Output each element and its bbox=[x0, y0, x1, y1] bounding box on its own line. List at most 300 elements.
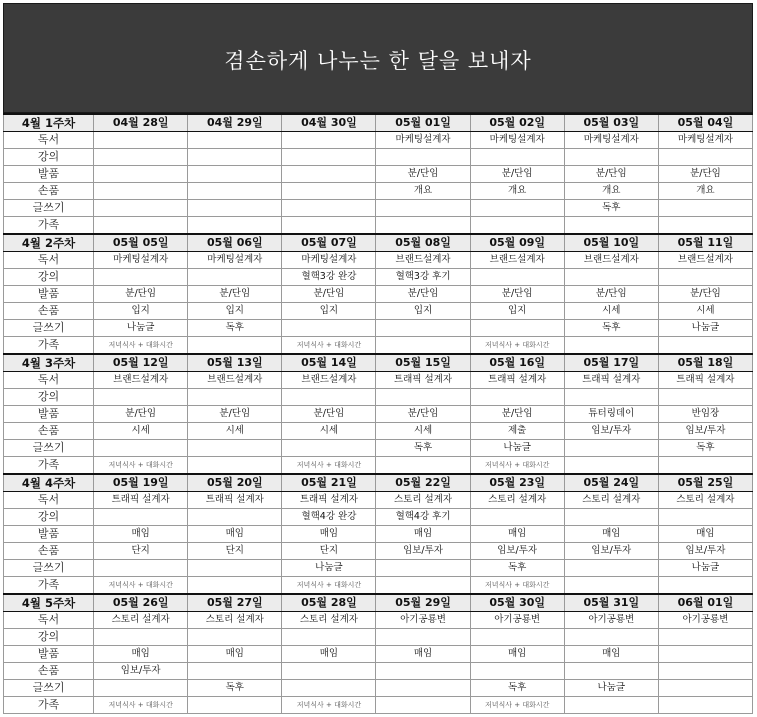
schedule-cell[interactable] bbox=[658, 389, 752, 406]
schedule-cell[interactable]: 아기공룡변 bbox=[470, 612, 564, 629]
schedule-cell[interactable]: 저녁식사 + 대화시간 bbox=[94, 337, 188, 355]
schedule-cell[interactable]: 분/단임 bbox=[564, 166, 658, 183]
schedule-row bbox=[4, 680, 753, 697]
schedule-cell[interactable]: 독후 bbox=[188, 680, 282, 697]
schedule-cell[interactable]: 스토리 설계자 bbox=[564, 492, 658, 509]
schedule-cell[interactable] bbox=[376, 663, 470, 680]
schedule-cell[interactable] bbox=[376, 149, 470, 166]
schedule-cell[interactable] bbox=[376, 337, 470, 355]
schedule-cell[interactable]: 저녁식사 + 대화시간 bbox=[282, 697, 376, 714]
schedule-cell[interactable] bbox=[282, 166, 376, 183]
schedule-cell[interactable]: 저녁식사 + 대화시간 bbox=[94, 577, 188, 595]
schedule-cell[interactable] bbox=[564, 217, 658, 235]
schedule-cell[interactable]: 독후 bbox=[564, 200, 658, 217]
schedule-cell[interactable]: 입지 bbox=[188, 303, 282, 320]
schedule-cell[interactable] bbox=[376, 320, 470, 337]
schedule-cell[interactable] bbox=[94, 629, 188, 646]
schedule-cell[interactable]: 브랜드설계자 bbox=[282, 372, 376, 389]
schedule-cell[interactable]: 분/단임 bbox=[188, 286, 282, 303]
date-header-cell[interactable]: 05월 04일 bbox=[658, 114, 752, 132]
schedule-cell[interactable] bbox=[188, 217, 282, 235]
schedule-cell[interactable]: 독후 bbox=[564, 320, 658, 337]
schedule-cell[interactable]: 분/단임 bbox=[376, 406, 470, 423]
schedule-cell[interactable]: 브랜드설계자 bbox=[658, 252, 752, 269]
schedule-cell[interactable] bbox=[188, 440, 282, 457]
schedule-cell[interactable] bbox=[470, 509, 564, 526]
schedule-cell[interactable] bbox=[564, 697, 658, 714]
schedule-cell[interactable]: 나눔글 bbox=[470, 440, 564, 457]
date-header-cell[interactable]: 04월 28일 bbox=[94, 114, 188, 132]
schedule-cell[interactable] bbox=[94, 217, 188, 235]
row-category-label[interactable]: 독서 bbox=[4, 372, 94, 389]
schedule-cell[interactable]: 독후 bbox=[658, 440, 752, 457]
schedule-cell[interactable] bbox=[94, 440, 188, 457]
row-category-label[interactable]: 가족 bbox=[4, 457, 94, 475]
schedule-cell[interactable]: 개요 bbox=[564, 183, 658, 200]
schedule-cell[interactable] bbox=[376, 577, 470, 595]
schedule-row bbox=[4, 269, 753, 286]
schedule-cell[interactable] bbox=[188, 457, 282, 475]
schedule-cell[interactable] bbox=[470, 269, 564, 286]
schedule-cell[interactable]: 브랜드설계자 bbox=[94, 372, 188, 389]
schedule-cell[interactable]: 나눔글 bbox=[658, 320, 752, 337]
date-header-cell[interactable]: 04월 29일 bbox=[188, 114, 282, 132]
row-category-label[interactable]: 가족 bbox=[4, 697, 94, 714]
schedule-cell[interactable]: 브랜드설계자 bbox=[376, 252, 470, 269]
schedule-cell[interactable]: 분/단임 bbox=[376, 166, 470, 183]
row-category-label[interactable]: 발품 bbox=[4, 166, 94, 183]
date-header-cell[interactable]: 05월 24일 bbox=[564, 474, 658, 492]
schedule-cell[interactable]: 브랜드설계자 bbox=[564, 252, 658, 269]
schedule-cell[interactable]: 마케팅설계자 bbox=[282, 252, 376, 269]
schedule-cell[interactable]: 마케팅설계자 bbox=[470, 132, 564, 149]
schedule-cell[interactable]: 분/단임 bbox=[470, 406, 564, 423]
row-category-label[interactable]: 발품 bbox=[4, 286, 94, 303]
schedule-cell[interactable]: 단지 bbox=[282, 543, 376, 560]
row-category-label[interactable]: 손품 bbox=[4, 663, 94, 680]
schedule-cell[interactable]: 분/단임 bbox=[282, 406, 376, 423]
schedule-cell[interactable]: 임보/투자 bbox=[94, 663, 188, 680]
schedule-cell[interactable]: 매임 bbox=[282, 646, 376, 663]
schedule-cell[interactable] bbox=[658, 509, 752, 526]
schedule-cell[interactable]: 저녁식사 + 대화시간 bbox=[282, 337, 376, 355]
schedule-cell[interactable]: 입지 bbox=[282, 303, 376, 320]
schedule-cell[interactable]: 매임 bbox=[470, 646, 564, 663]
date-header-cell[interactable]: 05월 06일 bbox=[188, 234, 282, 252]
row-category-label[interactable]: 손품 bbox=[4, 183, 94, 200]
date-header-cell[interactable]: 05월 14일 bbox=[282, 354, 376, 372]
schedule-cell[interactable] bbox=[658, 337, 752, 355]
schedule-cell[interactable]: 혈핵4강 완강 bbox=[282, 509, 376, 526]
schedule-cell[interactable]: 시세 bbox=[188, 423, 282, 440]
row-category-label[interactable]: 글쓰기 bbox=[4, 200, 94, 217]
schedule-cell[interactable]: 매임 bbox=[564, 526, 658, 543]
date-header-cell[interactable]: 06월 01일 bbox=[658, 594, 752, 612]
schedule-cell[interactable] bbox=[658, 697, 752, 714]
date-header-cell[interactable]: 05월 05일 bbox=[94, 234, 188, 252]
schedule-cell[interactable]: 입지 bbox=[94, 303, 188, 320]
schedule-cell[interactable] bbox=[376, 560, 470, 577]
schedule-cell[interactable] bbox=[188, 560, 282, 577]
row-category-label[interactable]: 강의 bbox=[4, 509, 94, 526]
date-header-cell[interactable]: 05월 23일 bbox=[470, 474, 564, 492]
week-label[interactable]: 4월 1주차 bbox=[4, 114, 94, 132]
row-category-label[interactable]: 독서 bbox=[4, 612, 94, 629]
schedule-cell[interactable] bbox=[282, 217, 376, 235]
schedule-cell[interactable]: 나눔글 bbox=[658, 560, 752, 577]
schedule-cell[interactable]: 개요 bbox=[470, 183, 564, 200]
schedule-cell[interactable]: 매임 bbox=[94, 646, 188, 663]
date-header-cell[interactable]: 05월 26일 bbox=[94, 594, 188, 612]
date-header-cell[interactable]: 05월 27일 bbox=[188, 594, 282, 612]
schedule-row bbox=[4, 526, 753, 543]
schedule-cell[interactable] bbox=[470, 320, 564, 337]
schedule-cell[interactable]: 임보/투자 bbox=[564, 543, 658, 560]
schedule-cell[interactable] bbox=[564, 663, 658, 680]
row-category-label[interactable]: 독서 bbox=[4, 492, 94, 509]
date-header-cell[interactable]: 05월 17일 bbox=[564, 354, 658, 372]
week-header-row bbox=[4, 474, 753, 492]
schedule-cell[interactable]: 독후 bbox=[470, 680, 564, 697]
date-header-cell[interactable]: 05월 28일 bbox=[282, 594, 376, 612]
row-category-label[interactable]: 발품 bbox=[4, 646, 94, 663]
date-header-cell[interactable]: 05월 31일 bbox=[564, 594, 658, 612]
schedule-cell[interactable] bbox=[188, 200, 282, 217]
schedule-cell[interactable]: 트래픽 설계자 bbox=[94, 492, 188, 509]
schedule-cell[interactable] bbox=[658, 680, 752, 697]
schedule-cell[interactable] bbox=[376, 629, 470, 646]
week-label[interactable]: 4월 5주차 bbox=[4, 594, 94, 612]
schedule-cell[interactable]: 매임 bbox=[658, 526, 752, 543]
schedule-cell[interactable]: 트래픽 설계자 bbox=[658, 372, 752, 389]
schedule-cell[interactable]: 나눔글 bbox=[564, 680, 658, 697]
schedule-cell[interactable] bbox=[470, 217, 564, 235]
schedule-cell[interactable]: 트래픽 설계자 bbox=[564, 372, 658, 389]
schedule-cell[interactable]: 시세 bbox=[282, 423, 376, 440]
schedule-cell[interactable] bbox=[658, 663, 752, 680]
schedule-cell[interactable]: 임보/투자 bbox=[564, 423, 658, 440]
schedule-cell[interactable]: 매임 bbox=[282, 526, 376, 543]
schedule-cell[interactable] bbox=[658, 269, 752, 286]
date-header-cell[interactable]: 05월 29일 bbox=[376, 594, 470, 612]
row-category-label[interactable]: 글쓰기 bbox=[4, 320, 94, 337]
schedule-cell[interactable] bbox=[658, 149, 752, 166]
schedule-cell[interactable]: 스토리 설계자 bbox=[376, 492, 470, 509]
schedule-cell[interactable]: 스토리 설계자 bbox=[188, 612, 282, 629]
schedule-cell[interactable] bbox=[94, 183, 188, 200]
week-header-row bbox=[4, 594, 753, 612]
date-header-cell[interactable]: 05월 13일 bbox=[188, 354, 282, 372]
schedule-cell[interactable]: 마케팅설계자 bbox=[376, 132, 470, 149]
schedule-cell[interactable] bbox=[658, 577, 752, 595]
row-category-label[interactable]: 글쓰기 bbox=[4, 680, 94, 697]
schedule-cell[interactable] bbox=[94, 560, 188, 577]
schedule-cell[interactable]: 단지 bbox=[188, 543, 282, 560]
schedule-cell[interactable]: 저녁식사 + 대화시간 bbox=[470, 577, 564, 595]
date-header-cell[interactable]: 05월 03일 bbox=[564, 114, 658, 132]
date-header-cell[interactable]: 05월 01일 bbox=[376, 114, 470, 132]
schedule-cell[interactable]: 아기공룡변 bbox=[376, 612, 470, 629]
schedule-cell[interactable] bbox=[564, 149, 658, 166]
date-header-cell[interactable]: 05월 22일 bbox=[376, 474, 470, 492]
schedule-cell[interactable] bbox=[188, 337, 282, 355]
schedule-cell[interactable] bbox=[564, 269, 658, 286]
schedule-cell[interactable]: 혈핵3강 완강 bbox=[282, 269, 376, 286]
schedule-cell[interactable]: 시세 bbox=[94, 423, 188, 440]
schedule-row bbox=[4, 286, 753, 303]
schedule-cell[interactable]: 브랜드설계자 bbox=[470, 252, 564, 269]
schedule-row bbox=[4, 423, 753, 440]
schedule-cell[interactable] bbox=[282, 200, 376, 217]
schedule-cell[interactable] bbox=[94, 509, 188, 526]
schedule-cell[interactable]: 임보/투자 bbox=[658, 543, 752, 560]
schedule-cell[interactable]: 저녁식사 + 대화시간 bbox=[94, 457, 188, 475]
date-header-cell[interactable]: 05월 10일 bbox=[564, 234, 658, 252]
row-category-label[interactable]: 글쓰기 bbox=[4, 560, 94, 577]
schedule-cell[interactable] bbox=[94, 149, 188, 166]
schedule-cell[interactable] bbox=[470, 389, 564, 406]
schedule-cell[interactable] bbox=[658, 457, 752, 475]
schedule-cell[interactable]: 매임 bbox=[188, 646, 282, 663]
schedule-cell[interactable]: 스토리 설계자 bbox=[94, 612, 188, 629]
date-header-cell[interactable]: 05월 15일 bbox=[376, 354, 470, 372]
schedule-cell[interactable]: 분/단임 bbox=[282, 286, 376, 303]
schedule-row bbox=[4, 252, 753, 269]
date-header-cell[interactable]: 05월 30일 bbox=[470, 594, 564, 612]
schedule-cell[interactable]: 매임 bbox=[470, 526, 564, 543]
schedule-cell[interactable]: 매임 bbox=[376, 646, 470, 663]
schedule-row bbox=[4, 577, 753, 595]
schedule-cell[interactable]: 저녁식사 + 대화시간 bbox=[94, 697, 188, 714]
schedule-cell[interactable]: 트래픽 설계자 bbox=[470, 372, 564, 389]
schedule-cell[interactable]: 혈핵3강 후기 bbox=[376, 269, 470, 286]
week-header-row bbox=[4, 234, 753, 252]
schedule-cell[interactable] bbox=[376, 200, 470, 217]
schedule-cell[interactable] bbox=[188, 149, 282, 166]
schedule-cell[interactable]: 마케팅설계자 bbox=[188, 252, 282, 269]
schedule-cell[interactable]: 저녁식사 + 대화시간 bbox=[282, 577, 376, 595]
schedule-cell[interactable] bbox=[564, 440, 658, 457]
schedule-cell[interactable]: 분/단임 bbox=[94, 406, 188, 423]
row-category-label[interactable]: 글쓰기 bbox=[4, 440, 94, 457]
schedule-cell[interactable] bbox=[564, 457, 658, 475]
schedule-cell[interactable]: 마케팅설계자 bbox=[94, 252, 188, 269]
schedule-cell[interactable] bbox=[94, 680, 188, 697]
schedule-cell[interactable] bbox=[188, 577, 282, 595]
week-label[interactable]: 4월 2주차 bbox=[4, 234, 94, 252]
schedule-cell[interactable]: 분/단임 bbox=[94, 286, 188, 303]
date-header-cell[interactable]: 05월 18일 bbox=[658, 354, 752, 372]
schedule-cell[interactable] bbox=[564, 509, 658, 526]
schedule-row bbox=[4, 560, 753, 577]
schedule-cell[interactable]: 튜터링데이 bbox=[564, 406, 658, 423]
schedule-cell[interactable]: 제출 bbox=[470, 423, 564, 440]
schedule-cell[interactable]: 매임 bbox=[564, 646, 658, 663]
schedule-cell[interactable] bbox=[564, 560, 658, 577]
schedule-cell[interactable] bbox=[564, 389, 658, 406]
schedule-cell[interactable]: 독후 bbox=[188, 320, 282, 337]
schedule-cell[interactable] bbox=[188, 132, 282, 149]
schedule-cell[interactable]: 매임 bbox=[376, 526, 470, 543]
date-header-cell[interactable]: 05월 16일 bbox=[470, 354, 564, 372]
row-category-label[interactable]: 가족 bbox=[4, 577, 94, 595]
schedule-cell[interactable]: 개요 bbox=[376, 183, 470, 200]
schedule-cell[interactable] bbox=[564, 577, 658, 595]
date-header-cell[interactable]: 05월 25일 bbox=[658, 474, 752, 492]
row-category-label[interactable]: 가족 bbox=[4, 337, 94, 355]
schedule-cell[interactable] bbox=[188, 389, 282, 406]
date-header-cell[interactable]: 05월 20일 bbox=[188, 474, 282, 492]
schedule-cell[interactable]: 아기공룡변 bbox=[658, 612, 752, 629]
row-category-label[interactable]: 손품 bbox=[4, 303, 94, 320]
schedule-cell[interactable] bbox=[94, 389, 188, 406]
schedule-row bbox=[4, 389, 753, 406]
schedule-cell[interactable]: 분/단임 bbox=[470, 166, 564, 183]
schedule-cell[interactable] bbox=[282, 680, 376, 697]
schedule-cell[interactable] bbox=[658, 200, 752, 217]
schedule-row bbox=[4, 543, 753, 560]
schedule-cell[interactable] bbox=[188, 663, 282, 680]
schedule-cell[interactable] bbox=[188, 269, 282, 286]
schedule-cell[interactable] bbox=[376, 217, 470, 235]
schedule-cell[interactable] bbox=[376, 457, 470, 475]
schedule-cell[interactable] bbox=[282, 183, 376, 200]
date-header-cell[interactable]: 05월 12일 bbox=[94, 354, 188, 372]
schedule-cell[interactable]: 시세 bbox=[376, 423, 470, 440]
row-category-label[interactable]: 강의 bbox=[4, 149, 94, 166]
schedule-row bbox=[4, 697, 753, 714]
schedule-cell[interactable]: 나눔글 bbox=[94, 320, 188, 337]
date-header-cell[interactable]: 05월 02일 bbox=[470, 114, 564, 132]
week-label[interactable]: 4월 4주차 bbox=[4, 474, 94, 492]
date-header-cell[interactable]: 04월 30일 bbox=[282, 114, 376, 132]
schedule-cell[interactable]: 매임 bbox=[188, 526, 282, 543]
schedule-cell[interactable]: 마케팅설계자 bbox=[564, 132, 658, 149]
schedule-cell[interactable]: 임보/투자 bbox=[470, 543, 564, 560]
schedule-cell[interactable]: 아기공룡변 bbox=[564, 612, 658, 629]
date-header-cell[interactable]: 05월 21일 bbox=[282, 474, 376, 492]
row-category-label[interactable]: 강의 bbox=[4, 629, 94, 646]
row-category-label[interactable]: 발품 bbox=[4, 526, 94, 543]
date-header-cell[interactable]: 05월 11일 bbox=[658, 234, 752, 252]
schedule-cell[interactable]: 스토리 설계자 bbox=[282, 612, 376, 629]
schedule-cell[interactable]: 매임 bbox=[94, 526, 188, 543]
schedule-cell[interactable] bbox=[564, 629, 658, 646]
schedule-cell[interactable] bbox=[376, 389, 470, 406]
schedule-cell[interactable]: 입지 bbox=[470, 303, 564, 320]
schedule-cell[interactable] bbox=[94, 269, 188, 286]
date-header-cell[interactable]: 05월 19일 bbox=[94, 474, 188, 492]
schedule-row bbox=[4, 372, 753, 389]
schedule-cell[interactable] bbox=[188, 697, 282, 714]
schedule-cell[interactable]: 분/단임 bbox=[376, 286, 470, 303]
schedule-cell[interactable] bbox=[470, 200, 564, 217]
schedule-cell[interactable]: 나눔글 bbox=[282, 560, 376, 577]
date-header-cell[interactable]: 05월 07일 bbox=[282, 234, 376, 252]
schedule-cell[interactable] bbox=[376, 697, 470, 714]
row-category-label[interactable]: 발품 bbox=[4, 406, 94, 423]
schedule-cell[interactable]: 독후 bbox=[376, 440, 470, 457]
schedule-row bbox=[4, 320, 753, 337]
schedule-cell[interactable] bbox=[188, 166, 282, 183]
schedule-cell[interactable]: 분/단임 bbox=[470, 286, 564, 303]
schedule-cell[interactable] bbox=[188, 629, 282, 646]
schedule-cell[interactable]: 개요 bbox=[658, 183, 752, 200]
schedule-cell[interactable] bbox=[470, 663, 564, 680]
row-category-label[interactable]: 강의 bbox=[4, 269, 94, 286]
schedule-cell[interactable]: 트래픽 설계자 bbox=[376, 372, 470, 389]
schedule-cell[interactable] bbox=[94, 166, 188, 183]
schedule-cell[interactable]: 분/단임 bbox=[188, 406, 282, 423]
row-category-label[interactable]: 독서 bbox=[4, 252, 94, 269]
schedule-cell[interactable]: 시세 bbox=[658, 303, 752, 320]
schedule-cell[interactable]: 저녁식사 + 대화시간 bbox=[282, 457, 376, 475]
schedule-cell[interactable] bbox=[658, 629, 752, 646]
schedule-cell[interactable]: 트래픽 설계자 bbox=[282, 492, 376, 509]
schedule-row bbox=[4, 337, 753, 355]
schedule-cell[interactable] bbox=[282, 132, 376, 149]
schedule-cell[interactable] bbox=[564, 337, 658, 355]
schedule-cell[interactable]: 스토리 설계자 bbox=[470, 492, 564, 509]
schedule-cell[interactable]: 분/단임 bbox=[658, 286, 752, 303]
schedule-cell[interactable]: 브랜드설계자 bbox=[188, 372, 282, 389]
schedule-cell[interactable] bbox=[658, 646, 752, 663]
schedule-cell[interactable] bbox=[94, 200, 188, 217]
schedule-cell[interactable] bbox=[188, 183, 282, 200]
schedule-cell[interactable] bbox=[470, 149, 564, 166]
schedule-cell[interactable]: 저녁식사 + 대화시간 bbox=[470, 337, 564, 355]
schedule-cell[interactable] bbox=[282, 663, 376, 680]
schedule-cell[interactable]: 혈핵4강 후기 bbox=[376, 509, 470, 526]
schedule-cell[interactable] bbox=[658, 217, 752, 235]
week-label[interactable]: 4월 3주차 bbox=[4, 354, 94, 372]
schedule-cell[interactable]: 저녁식사 + 대화시간 bbox=[470, 697, 564, 714]
schedule-cell[interactable]: 단지 bbox=[94, 543, 188, 560]
schedule-cell[interactable] bbox=[282, 149, 376, 166]
schedule-row bbox=[4, 200, 753, 217]
schedule-cell[interactable]: 스토리 설계자 bbox=[658, 492, 752, 509]
schedule-cell[interactable]: 분/단임 bbox=[658, 166, 752, 183]
schedule-cell[interactable] bbox=[282, 320, 376, 337]
schedule-cell[interactable]: 임보/투자 bbox=[658, 423, 752, 440]
schedule-cell[interactable] bbox=[282, 389, 376, 406]
row-category-label[interactable]: 가족 bbox=[4, 217, 94, 235]
schedule-cell[interactable]: 트래픽 설계자 bbox=[188, 492, 282, 509]
row-category-label[interactable]: 손품 bbox=[4, 543, 94, 560]
schedule-cell[interactable]: 시세 bbox=[564, 303, 658, 320]
schedule-cell[interactable] bbox=[376, 680, 470, 697]
row-category-label[interactable]: 손품 bbox=[4, 423, 94, 440]
date-header-cell[interactable]: 05월 09일 bbox=[470, 234, 564, 252]
schedule-cell[interactable]: 마케팅설계자 bbox=[658, 132, 752, 149]
schedule-cell[interactable]: 입지 bbox=[376, 303, 470, 320]
date-header-cell[interactable]: 05월 08일 bbox=[376, 234, 470, 252]
schedule-cell[interactable] bbox=[188, 509, 282, 526]
schedule-cell[interactable]: 반임장 bbox=[658, 406, 752, 423]
row-category-label[interactable]: 독서 bbox=[4, 132, 94, 149]
schedule-cell[interactable]: 임보/투자 bbox=[376, 543, 470, 560]
schedule-cell[interactable]: 분/단임 bbox=[564, 286, 658, 303]
schedule-row bbox=[4, 612, 753, 629]
week-header-row bbox=[4, 114, 753, 132]
schedule-cell[interactable]: 저녁식사 + 대화시간 bbox=[470, 457, 564, 475]
schedule-cell[interactable] bbox=[282, 440, 376, 457]
schedule-cell[interactable]: 독후 bbox=[470, 560, 564, 577]
row-category-label[interactable]: 강의 bbox=[4, 389, 94, 406]
schedule-cell[interactable] bbox=[282, 629, 376, 646]
schedule-cell[interactable] bbox=[94, 132, 188, 149]
schedule-cell[interactable] bbox=[470, 629, 564, 646]
